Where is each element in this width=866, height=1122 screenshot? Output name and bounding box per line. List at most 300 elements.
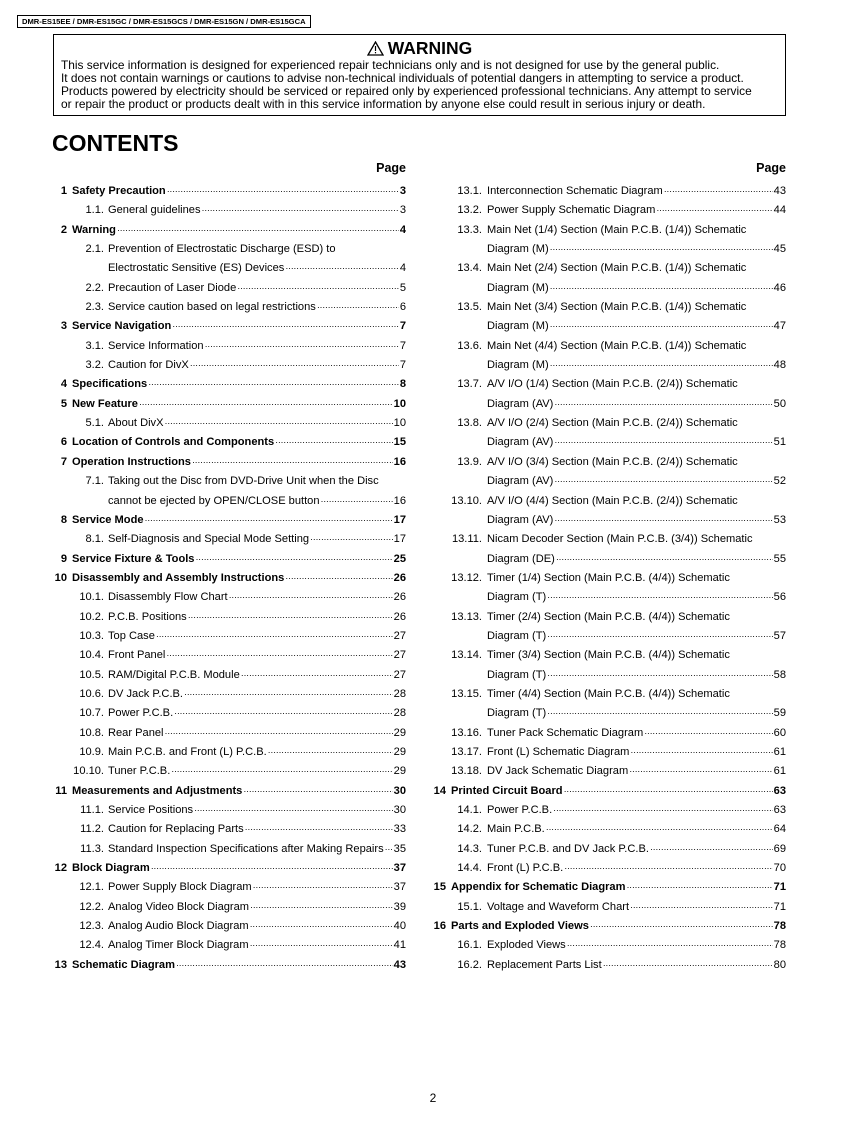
toc-entry-page: 28 [393,687,406,700]
toc-entry-title: Diagram (M) [487,320,549,333]
toc-entry[interactable] [430,221,786,240]
toc-entry-title: Diagram (M) [487,281,549,294]
toc-entry[interactable] [430,840,786,859]
toc-entry-title: A/V I/O (2/4) Section (Main P.C.B. (2/4)) Schematic [487,417,738,430]
toc-entry[interactable] [430,433,786,452]
toc-entry[interactable] [52,762,406,781]
toc-entry-number: 13.11. [451,533,482,546]
toc-entry[interactable] [52,337,406,356]
toc-entry[interactable] [430,898,786,917]
dot-leader [195,550,392,569]
dot-leader [184,685,393,704]
toc-entry-number: 13.12. [451,571,482,584]
toc-entry-page: 10 [393,397,406,410]
toc-entry-page: 27 [393,668,406,681]
toc-entry-title: Warning [72,223,116,236]
toc-entry[interactable] [52,666,406,685]
toc-entry-title: A/V I/O (3/4) Section (Main P.C.B. (2/4)) Schematic [487,455,738,468]
toc-entry[interactable] [52,646,406,665]
toc-entry-number: 13.3. [457,223,482,236]
toc-entry-page: 27 [393,629,406,642]
warning-line: This service information is designed for experienced repair technicians only and is not designed for use by the general public. [61,58,720,72]
toc-entry-page: 17 [393,533,406,546]
toc-entry[interactable] [430,646,786,665]
dot-leader [194,801,393,820]
toc-entry[interactable] [430,801,786,820]
toc-entry-number: 1.1. [85,204,104,217]
toc-entry-page: 78 [773,920,786,933]
toc-entry[interactable] [430,201,786,220]
toc-entry-title: Location of Controls and Components [72,436,275,449]
toc-entry-title: Timer (1/4) Section (Main P.C.B. (4/4)) Schematic [487,571,730,584]
toc-entry[interactable] [52,956,406,975]
toc-entry-page: 4 [399,262,406,275]
dot-leader [250,936,393,955]
toc-entry-page: 46 [773,281,786,294]
dot-leader [630,898,773,917]
toc-entry-page: 71 [773,900,786,913]
toc-entry-number: 9 [60,552,67,565]
toc-entry-page: 63 [773,784,786,797]
dot-leader [139,395,393,414]
dot-leader [590,917,773,936]
toc-entry-title: DV Jack Schematic Diagram [487,765,629,778]
toc-entry[interactable] [52,878,406,897]
toc-entry-title: Diagram (T) [487,591,547,604]
toc-entry[interactable] [430,511,786,530]
toc-entry-title: Electrostatic Sensitive (ES) Devices [108,262,285,275]
toc-entry-page: 48 [773,359,786,372]
dot-leader [550,317,773,336]
toc-entry-title: Service Positions [108,804,194,816]
toc-entry-page: 44 [773,204,786,217]
toc-entry-page: 28 [393,707,406,720]
toc-entry[interactable] [430,182,786,201]
toc-entries-left [52,182,406,975]
toc-entry[interactable] [430,820,786,839]
dot-leader [556,550,773,569]
toc-entry[interactable] [430,337,786,356]
toc-entry-page: 50 [773,397,786,410]
toc-entry[interactable] [430,782,786,801]
dot-leader [145,511,393,530]
toc-entry[interactable] [52,221,406,240]
toc-entry-number: 14.2. [457,823,482,836]
toc-entry[interactable] [52,627,406,646]
toc-entry-number: 13.16. [451,726,482,739]
dot-leader [630,743,772,762]
dot-leader [250,898,393,917]
toc-entry[interactable] [52,356,406,375]
toc-entry-title: Power Supply Schematic Diagram [487,204,656,217]
toc-entry[interactable] [430,859,786,878]
toc-entry-title: Replacement Parts List [487,958,602,971]
toc-entry-title: Voltage and Waveform Chart [487,900,630,913]
toc-entry[interactable] [430,956,786,975]
toc-entry-number: 13.13. [451,610,482,623]
toc-entry[interactable] [52,279,406,298]
dot-leader [205,337,399,356]
toc-entry-number: 13.7. [457,378,482,391]
dot-leader [554,511,772,530]
toc-entry-page: 3 [399,204,406,217]
toc-entry-page: 7 [399,359,406,372]
toc-entry[interactable] [430,608,786,627]
toc-entry-page: 43 [773,185,786,197]
toc-entry[interactable] [430,627,786,646]
toc-entry-number: 14.4. [457,862,482,875]
toc-entry-number: 3 [60,320,67,333]
toc-entry-number: 13 [54,958,67,971]
dot-leader [192,453,393,472]
dot-leader [546,820,773,839]
toc-entry-page: 41 [393,939,406,952]
toc-entry-title: Power Supply Block Diagram [108,881,252,894]
dot-leader [626,878,772,897]
toc-entry[interactable] [52,685,406,704]
toc-entry[interactable] [430,588,786,607]
toc-entry-page: 30 [393,804,406,816]
toc-entry-number: 2.2. [85,281,104,294]
toc-entry-title: Diagram (T) [487,629,547,642]
toc-entry[interactable] [430,704,786,723]
toc-entry-number: 12 [54,862,67,875]
dot-leader [117,221,399,240]
dot-leader [250,917,393,936]
toc-entry[interactable] [430,279,786,298]
dot-leader [547,588,772,607]
toc-entry-page: 15 [393,436,406,449]
dot-leader [253,878,393,897]
toc-entry-number: 13.6. [457,339,482,352]
dot-leader [190,356,399,375]
toc-entry-page: 40 [393,920,406,933]
toc-entry[interactable] [52,472,406,491]
toc-entry-title: Precaution of Laser Diode [108,281,237,294]
toc-entry-number: 5 [60,397,67,410]
toc-entry-page: 60 [773,726,786,739]
toc-entry[interactable] [52,201,406,220]
toc-entry-title: Rear Panel [108,726,164,739]
toc-entry[interactable] [52,724,406,743]
toc-entry-title: Timer (4/4) Section (Main P.C.B. (4/4)) Schematic [487,687,730,700]
toc-entry-page: 29 [393,726,406,739]
toc-entry-page: 27 [393,649,406,662]
toc-entry[interactable] [52,898,406,917]
toc-entry[interactable] [430,453,786,472]
toc-entry-title: Appendix for Schematic Diagram [451,881,626,894]
toc-entry[interactable] [52,395,406,414]
dot-leader [564,859,772,878]
toc-entry[interactable] [52,743,406,762]
toc-entry-page: 25 [393,552,406,565]
dot-leader [188,608,393,627]
toc-entry-page: 47 [773,320,786,333]
warning-line: Products powered by electricity should be serviced or repaired only by experienced professional technicians. Any attempt to service [61,84,752,98]
toc-entry-page: 26 [393,591,406,604]
toc-entry[interactable] [430,414,786,433]
toc-entry-title: Operation Instructions [72,455,191,468]
toc-entry-title: Front (L) P.C.B. [487,862,564,875]
toc-entry-number: 3.1. [85,339,104,352]
toc-entry[interactable] [430,666,786,685]
toc-entry-title: Prevention of Electrostatic Discharge (ESD) to [108,243,336,256]
dot-leader [554,472,772,491]
dot-leader [148,375,399,394]
toc-entry[interactable] [430,743,786,762]
toc-entry-title: Service caution based on legal restrictions [108,301,316,314]
dot-leader [167,182,399,201]
toc-entry-number: 13.18. [451,765,482,778]
toc-entry-title: Parts and Exploded Views [451,920,589,933]
toc-entry-title: Block Diagram [72,862,150,875]
toc-entry-number: 14.3. [457,842,482,855]
toc-entry[interactable] [52,375,406,394]
toc-entry-page: 63 [773,804,786,816]
toc-entry[interactable] [52,298,406,317]
dot-leader [310,530,393,549]
toc-entry-title: Main Net (1/4) Section (Main P.C.B. (1/4)) Schematic [487,223,747,236]
toc-entry-number: 10.2. [79,610,104,623]
toc-entry-page: 51 [773,436,786,449]
toc-entry[interactable] [430,492,786,511]
toc-entry[interactable] [52,259,406,278]
toc-entry[interactable] [430,530,786,549]
toc-entry[interactable] [52,917,406,936]
dot-leader [202,201,399,220]
dot-leader [550,240,773,259]
toc-entry-title: Power P.C.B. [108,707,174,720]
toc-entry[interactable] [430,317,786,336]
dot-leader [285,259,399,278]
dot-leader [603,956,773,975]
toc-entry[interactable] [52,550,406,569]
toc-entry-page: 69 [773,842,786,855]
toc-entry[interactable] [430,298,786,317]
toc-entry-page: 43 [393,958,406,971]
toc-entry-title: Specifications [72,378,148,391]
toc-entry[interactable] [430,395,786,414]
toc-entry-title: Service Navigation [72,320,172,333]
toc-entry-title: Caution for DivX [108,359,189,372]
toc-entry-title: Main P.C.B. and Front (L) P.C.B. [108,745,267,758]
toc-entry-title: A/V I/O (1/4) Section (Main P.C.B. (2/4)) Schematic [487,378,738,391]
toc-entry-number: 12.3. [79,920,104,933]
page-number: 2 [429,1091,437,1105]
toc-entry[interactable] [52,433,406,452]
toc-entry-number: 13.10. [451,494,482,507]
toc-entry-page: 59 [773,707,786,720]
toc-entry-page: 64 [773,823,786,836]
toc-entry-page: 71 [773,881,786,894]
toc-entry-number: 12.1. [79,881,104,894]
toc-entry-number: 6 [60,436,67,449]
toc-entry-number: 10.10. [73,765,104,778]
toc-entry[interactable] [52,317,406,336]
toc-entry-number: 4 [60,378,67,391]
page-column-header: Page [756,161,786,175]
warning-title: WARNING [387,38,473,58]
toc-entry-title: Diagram (DE) [487,552,555,565]
toc-entry[interactable] [430,356,786,375]
toc-entry[interactable] [430,240,786,259]
toc-entry-number: 12.4. [79,939,104,952]
toc-entry-page: 61 [773,765,786,778]
dot-leader [629,762,772,781]
toc-entry-page: 30 [393,784,406,797]
toc-entry-title: Analog Audio Block Diagram [108,920,249,933]
toc-entry-title: cannot be ejected by OPEN/CLOSE button [108,494,320,507]
toc-entry-title: Analog Video Block Diagram [108,900,250,913]
toc-entry-page: 29 [393,765,406,778]
toc-entry-page: 6 [399,301,406,314]
toc-entry-number: 3.2. [85,359,104,372]
toc-entry-number: 14.1. [457,804,482,816]
toc-entry-page: 29 [393,745,406,758]
dot-leader [656,201,772,220]
toc-entry[interactable] [430,878,786,897]
toc-entry-page: 39 [393,900,406,913]
toc-entry-title: Diagram (M) [487,359,549,372]
toc-entry-title: Main Net (4/4) Section (Main P.C.B. (1/4)) Schematic [487,339,747,352]
toc-entry-number: 1 [60,185,67,197]
toc-entry-page: 70 [773,862,786,875]
toc-entry-title: Diagram (T) [487,668,547,681]
toc-entry-page: 16 [393,455,406,468]
toc-entry-number: 5.1. [85,417,104,430]
toc-entry[interactable] [430,375,786,394]
toc-entry-title: Disassembly Flow Chart [108,591,228,604]
dot-leader [644,724,772,743]
toc-entry-title: Exploded Views [487,939,566,952]
warning-line: or repair the product or products dealt with in this service information by anyone else could result in serious injury or death. [61,97,706,111]
toc-entry-title: Interconnection Schematic Diagram [487,185,663,197]
dot-leader [165,724,393,743]
toc-entry-number: 2.1. [85,243,104,256]
dot-leader [554,433,772,452]
toc-entry[interactable] [52,414,406,433]
toc-entry-page: 61 [773,745,786,758]
toc-entry-number: 10.7. [79,707,104,720]
dot-leader [567,936,773,955]
toc-entry-title: Caution for Replacing Parts [108,823,244,836]
toc-entry-title: DV Jack P.C.B. [108,687,184,700]
dot-leader [237,279,399,298]
dot-leader [241,666,393,685]
toc-entry[interactable] [430,569,786,588]
toc-entry-title: P.C.B. Positions [108,610,187,623]
toc-entries-right [430,182,786,975]
toc-entry[interactable] [430,724,786,743]
toc-entry-page: 58 [773,668,786,681]
toc-entry-title: Timer (3/4) Section (Main P.C.B. (4/4)) Schematic [487,649,730,662]
toc-entry[interactable] [52,569,406,588]
contents-title: CONTENTS [52,130,179,156]
toc-entry-page: 17 [393,513,406,526]
toc-entry[interactable] [52,859,406,878]
toc-entry-title: Taking out the Disc from DVD-Drive Unit when the Disc [108,475,379,488]
toc-entry-title: A/V I/O (4/4) Section (Main P.C.B. (2/4)) Schematic [487,494,738,507]
dot-leader [243,782,392,801]
toc-entry-number: 7.1. [85,475,104,488]
dot-leader [554,395,772,414]
toc-entry-title: Front (L) Schematic Diagram [487,745,630,758]
toc-entry[interactable] [52,704,406,723]
dot-leader [317,298,399,317]
toc-entry-page: 10 [393,417,406,430]
toc-entry-number: 14 [433,784,446,797]
dot-leader [275,433,393,452]
toc-entry[interactable] [52,840,406,859]
warning-line: It does not contain warnings or cautions to advise non-technical individuals of potential dangers in attempting to service a product. [61,71,744,85]
dot-leader [553,801,773,820]
warning-text [54,59,785,111]
toc-entry-title: Main P.C.B. [487,823,545,836]
toc-entry-number: 13.15. [451,687,482,700]
dot-leader [385,840,393,859]
toc-entry-title: Tuner P.C.B. [108,765,171,778]
toc-entry[interactable] [52,511,406,530]
dot-leader [245,820,393,839]
dot-leader [564,782,773,801]
toc-entry[interactable] [52,453,406,472]
toc-entry[interactable] [430,472,786,491]
toc-entry-number: 7 [60,455,67,468]
toc-entry[interactable] [52,608,406,627]
toc-entry[interactable] [430,936,786,955]
toc-entry[interactable] [430,685,786,704]
toc-entry-title: Service Fixture & Tools [72,552,195,565]
toc-entry[interactable] [52,530,406,549]
toc-entry[interactable] [52,182,406,201]
toc-entry[interactable] [52,820,406,839]
dot-leader [151,859,393,878]
toc-entry-title: Disassembly and Assembly Instructions [72,571,285,584]
toc-entry-number: 12.2. [79,900,104,913]
dot-leader [268,743,393,762]
toc-entry[interactable] [52,492,406,511]
toc-entry-title: Diagram (AV) [487,397,554,410]
toc-entry[interactable] [52,936,406,955]
toc-entry[interactable] [52,782,406,801]
toc-entry-title: Standard Inspection Specifications after Making Repairs [108,842,384,855]
toc-entry-number: 16.1. [457,939,482,952]
toc-entry-title: Self-Diagnosis and Special Mode Setting [108,533,310,546]
toc-entry-title: New Feature [72,397,138,410]
toc-entry-page: 5 [399,281,406,294]
toc-left-column [52,160,406,975]
dot-leader [229,588,393,607]
toc-entry[interactable] [52,801,406,820]
toc-entry-page: 4 [399,223,406,236]
warning-heading [54,37,785,59]
dot-leader [172,317,399,336]
toc-entry-number: 10.4. [79,649,104,662]
toc-entry-number: 13.17. [451,745,482,758]
toc-entry[interactable] [430,550,786,569]
toc-entry-number: 13.4. [457,262,482,275]
toc-entry-page: 33 [393,823,406,836]
toc-entry-page: 37 [393,862,406,875]
toc-entry[interactable] [430,917,786,936]
toc-entry[interactable] [52,588,406,607]
toc-entry[interactable] [430,762,786,781]
toc-entry[interactable] [52,240,406,259]
toc-entry-page: 37 [393,881,406,894]
toc-entry[interactable] [430,259,786,278]
toc-entry-page: 55 [773,552,786,565]
toc-entry-number: 10 [54,571,67,584]
